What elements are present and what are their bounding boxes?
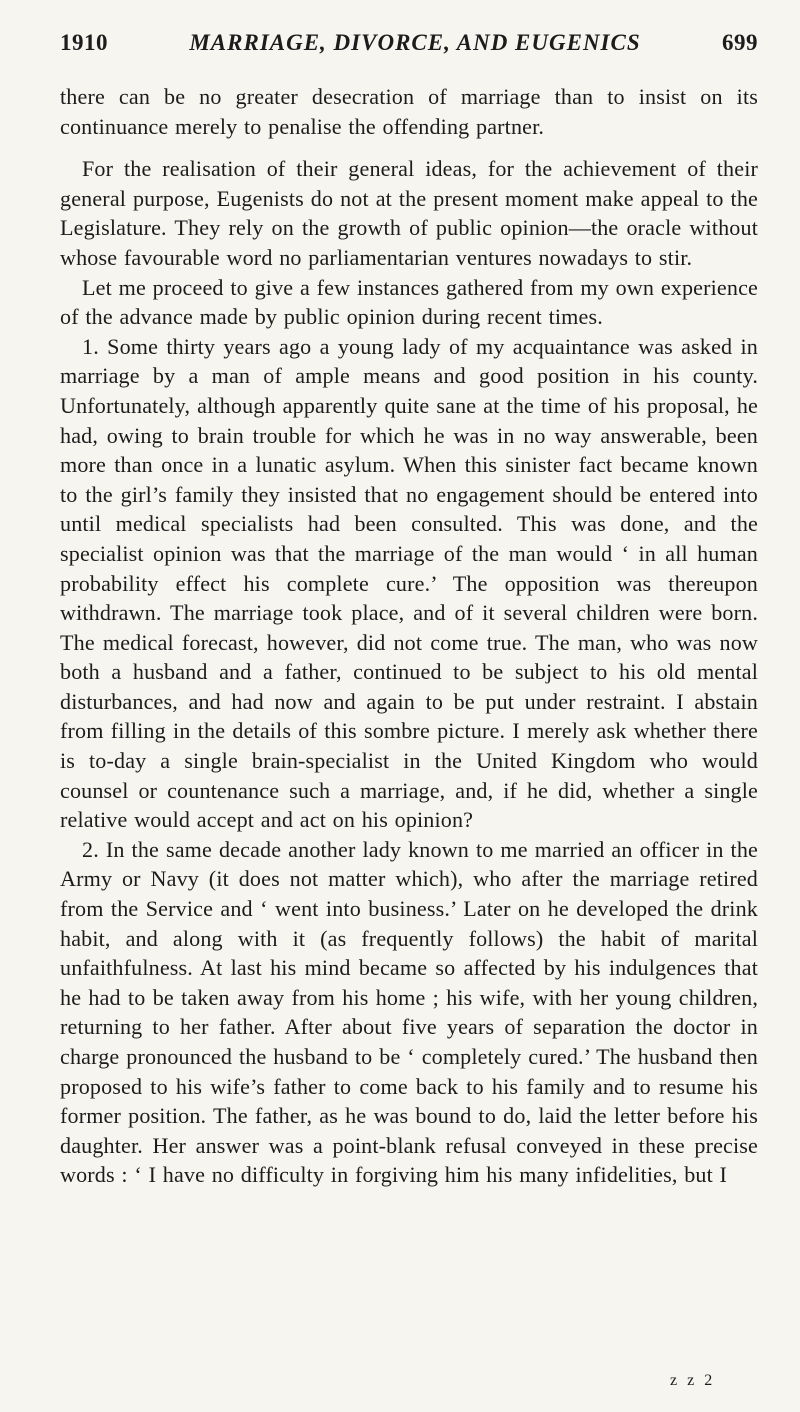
running-head (60, 30, 758, 56)
paragraph: 2. In the same decade another lady known to me married an officer in the Army or Navy (it does not matter which), who after the marriage retired from the Service and ‘ went into business.’ Later on he developed the drink habit, and along with it (as frequently follows) the habit of marital unfaithfulness. At last his mind became so affected by his indulgences that he had to be taken away from his home ; his wife, with her young children, returning to her father. After about five years of separation the doctor in charge pronounced the husband to be ‘ completely cured.’ The husband then proposed to his wife’s father to come back to his family and to resume his former position. The father, as he was bound to do, laid the letter before his daughter. Her answer was a point-blank refusal conveyed in these precise words : ‘ I have no difficulty in forgiving him his many infidelities, but I (60, 836, 758, 1188)
paragraph: Let me proceed to give a few instances gathered from my own experience of the advance made by public opinion during recent times. (60, 274, 758, 330)
paragraph: For the realisation of their general ideas, for the achievement of their general purpose, Eugenists do not at the present moment make appeal to the Legislature. They rely on the growth of public opinion—the oracle without whose favourable word no parliamentarian ventures nowadays to stir. (60, 156, 758, 270)
page-number: 699 (722, 30, 758, 55)
header-year: 1910 (60, 30, 108, 55)
body-text (60, 82, 758, 1190)
signature-mark: z z 2 (670, 1372, 716, 1389)
paragraph: 1. Some thirty years ago a young lady of my acquaintance was asked in marriage by a man of ample means and good position in his county. Unfortunately, although apparently quite sane at the time of his proposal, he had, owing to brain trouble for which he was in no way answerable, been more than once in a lunatic asylum. When this sinister fact became known to the girl’s family they insisted that no engagement should be entered into until medical specialists had been consulted. This was done, and the specialist opinion was that the marriage of the man would ‘ in all human probability effect his complete cure.’ The opposition was thereupon withdrawn. The marriage took place, and of it several children were born. The medical forecast, however, did not come true. The man, who was now both a husband and a father, continued to be subject to his old mental disturbances, and had now and again to be put under restraint. I abstain from filling in the details of this sombre picture. I merely ask whether there is to-day a single brain-specialist in the United Kingdom who would counsel or countenance such a marriage, and, if he did, whether a single relative would accept and act on his opinion? (60, 333, 758, 833)
paragraph: there can be no greater desecration of marriage than to insist on its continuance merely to penalise the offending partner. (60, 84, 758, 139)
header-title: MARRIAGE, DIVORCE, AND EUGENICS (189, 30, 641, 55)
